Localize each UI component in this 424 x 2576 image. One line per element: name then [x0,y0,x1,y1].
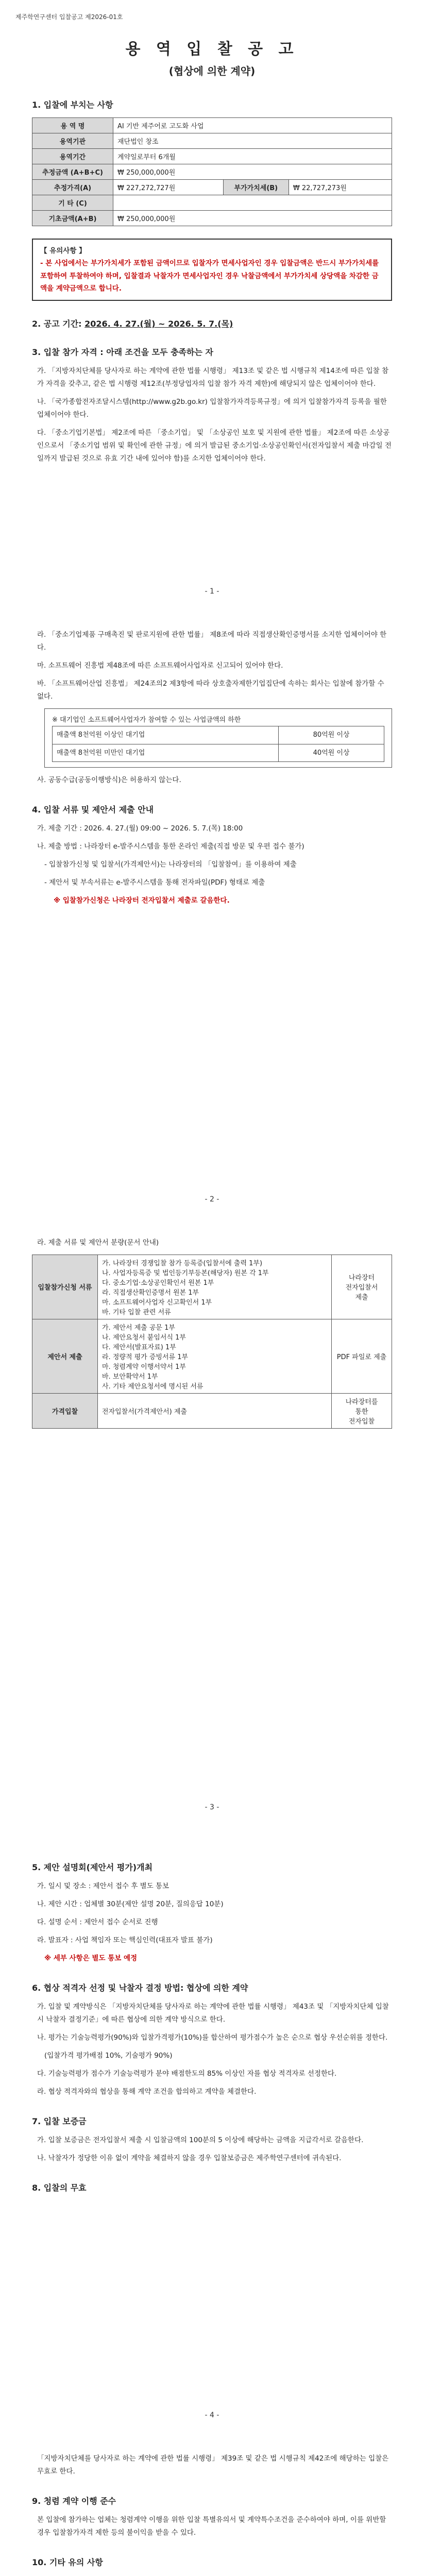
document-title: 용 역 입 찰 공 고 [125,40,299,58]
page-1 [0,0,424,608]
doc-category: 가격입찰 [32,1393,98,1428]
box-title: ※ 대기업인 소프트웨어사업자가 참여할 수 있는 사업금액의 하한 [52,716,241,724]
row-value: AI 기반 제주어로 고도화 사업 [113,118,392,133]
doc-form: 나라장터 전자입찰서 제출 [332,1255,392,1319]
award-item: 다. 기술능력평가 점수가 기술능력평가 분야 배점한도의 85% 이상인 자를 협상 적격자로 선정한다. [37,2069,337,2078]
page-number: - 2 - [205,1195,219,1204]
doc-items: 가. 나라장터 경쟁입찰 참가 등록증(입찰서에 출력 1부) 나. 사업자등록증 및 법인등기부등본(해당자) 원본 각 1부 다. 중소기업·소상공인확인서 원본 1부 라. 직접생산확인증명서 원본 1부 마. 소프트웨어사업자 신고확인서 1부 바. 기타 입찰 관련 서류 [98,1255,332,1319]
row-label: 추정가격(A) [32,180,113,195]
award-item: 나. 평가는 기술능력평가(90%)와 입찰가격평가(10%)를 합산하여 평가점수가 높은 순으로 협상 우선순위를 정한다. [37,2033,388,2042]
doc-items: 전자입찰서(가격제안서) 제출 [98,1393,332,1428]
section-2-heading: 2. 공고 기간: [32,319,82,329]
presentation-item: 나. 제안 시간 : 업체별 30분(제안 설명 20분, 질의응답 10분) [37,1900,224,1908]
deposit-item: 나. 낙찰자가 정당한 이유 없이 계약을 체결하지 않을 경우 입찰보증금은 제주학연구센터에 귀속된다. [37,2154,342,2162]
qualification-item: 라. 「중소기업제품 구매촉진 및 판로지원에 관한 법률」 제8조에 따라 직접생산확인증명서를 소지한 업체이어야 한다. [37,631,387,652]
presentation-note: ※ 세부 사항은 별도 통보 예정 [44,1954,138,1962]
presentation-item: 다. 설명 순서 : 제안서 접수 순서로 진행 [37,1918,158,1926]
row-label: 부가가치세(B) [223,180,289,195]
award-item: 가. 입찰 및 계약방식은 「지방자치단체를 당사자로 하는 계약에 관한 법률 시행령」 제43조 및 「지방자치단체 입찰시 낙찰자 결정기준」에 따른 협상에 의한 계약 방식으로 한다. [37,2002,389,2024]
doc-category: 입찰참가신청 서류 [32,1255,98,1319]
document-subtitle: (협상에 의한 계약) [168,65,256,77]
notice-number: 제주학연구센터 입찰공고 제2026-01호 [15,13,123,21]
caution-body: - 본 사업에서는 부가가치세가 포함된 금액이므로 입찰자가 면세사업자인 경우 입찰금액은 반드시 부가가치세를 포함하여 투찰하여야 하며, 입찰결과 낙찰자가 면세사업자인 경우 낙찰금액에서 부가가치세 상당액을 차감한 금액을 계약금액으로 합니다. [40,259,379,293]
integrity-item: 본 입찰에 참가하는 업체는 청렴계약 이행을 위한 입찰 특별유의서 및 계약특수조건을 준수하여야 하며, 이를 위반할 경우 입찰참가자격 제한 등의 불이익을 받을 수 있다. [37,2515,386,2537]
section-7-heading: 7. 입찰 보증금 [32,2116,87,2126]
page-5 [0,2432,424,2576]
deposit-item: 가. 입찰 보증금은 전자입찰서 제출 시 입찰금액의 100분의 5 이상에 해당하는 금액을 지급각서로 갈음한다. [37,2136,364,2144]
limit-cell: 매출액 8천억원 미만인 대기업 [53,744,279,761]
doc-category: 제안서 제출 [32,1319,98,1393]
qualification-item: 가. 「지방자치단체를 당사자로 하는 계약에 관한 법률 시행령」 제13조 및 같은 법 시행규칙 제14조에 따른 입찰 참가 자격을 갖추고, 같은 법 시행령 제12조(부정당업자의 입찰 참가 자격 제한)에 해당되지 않은 업체이어야 한다. [37,367,389,388]
row-label: 용역기관 [32,133,113,149]
award-formula: (입찰가격 평가배점 10%, 기술평가 90%) [44,2051,173,2060]
row-value: ₩ 227,272,727원 [113,180,224,195]
notice-period: 2026. 4. 27.(월) ~ 2026. 5. 7.(목) [84,319,233,329]
award-item: 라. 협상 적격자와의 협상을 통해 계약 조건을 합의하고 계약을 체결한다. [37,2087,257,2096]
page-3 [0,1216,424,1824]
section-3-heading: 3. 입찰 참가 자격 : 아래 조건을 모두 충족하는 자 [32,347,213,358]
doc-form: 나라장터를 통한 전자입찰 [332,1393,392,1428]
row-value [113,195,392,211]
page-2 [0,608,424,1216]
section-9-heading: 9. 청렴 계약 이행 준수 [32,2496,116,2506]
caution-box [32,239,392,301]
qualification-item: 다. 「중소기업기본법」 제2조에 따른 「중소기업」 및 「소상공인 보호 및 지원에 관한 법률」 제2조에 따른 소상공인으로서 「중소기업 범위 및 확인에 관한 규정」에 의거 발급된 중소기업·소상공인확인서(전자입찰서 제출 마감일 전일까지 발급된 것으로 유효 기간 내에 있어야 함)를 소지한 업체이어야 한다. [37,429,392,463]
section-8-heading: 8. 입찰의 무효 [32,2182,87,2193]
presentation-item: 가. 일시 및 장소 : 제안서 접수 후 별도 통보 [37,1882,169,1890]
limit-table [52,726,384,762]
row-label: 기 타 (C) [32,195,113,211]
limit-cell: 40억원 이상 [279,744,384,761]
bid-summary-table [32,117,392,226]
qualification-item: 바. 「소프트웨어산업 진흥법」 제24조의2 제3항에 따라 상호출자제한기업집단에 속하는 회사는 입찰에 참가할 수 없다. [37,679,384,701]
row-value: ₩ 22,727,273원 [289,180,392,195]
submission-item: 나. 제출 방법 : 나라장터 e-발주시스템을 통한 온라인 제출(직접 방문 및 우편 접수 불가) [37,842,304,851]
large-company-limit-box [44,708,392,768]
row-value: ₩ 250,000,000원 [113,164,392,180]
row-label: 추정금액 (A+B+C) [32,164,113,180]
invalid-bid-item: 「지방자치단체를 당사자로 하는 계약에 관한 법률 시행령」 제39조 및 같은 법 시행규칙 제42조에 해당하는 입찰은 무효로 한다. [37,2454,389,2476]
submission-item: 가. 제출 기간 : 2026. 4. 27.(월) 09:00 ~ 2026. 5. 7.(목) 18:00 [37,824,243,833]
page-number: - 4 - [205,2411,219,2419]
doc-items: 가. 제안서 제출 공문 1부 나. 제안요청서 붙임서식 1부 다. 제안서(발표자료) 1부 라. 정량적 평가 증빙서류 1부 마. 청렴계약 이행서약서 1부 바. 보안확약서 1부 사. 기타 제안요청서에 명시된 서류 [98,1319,332,1393]
qualification-item: 사. 공동수급(공동이행방식)은 허용하지 않는다. [37,776,181,785]
submission-note: ※ 입찰참가신청은 나라장터 전자입찰서 제출로 갈음한다. [54,896,230,905]
limit-cell: 매출액 8천억원 이상인 대기업 [53,726,279,744]
section-2 [32,317,392,329]
doc-form: PDF 파일로 제출 [332,1319,392,1393]
submission-docs-table [32,1255,392,1429]
row-value: 재단법인 창조 [113,133,392,149]
docs-heading: 라. 제출 서류 및 제안서 분량(문서 안내) [37,1239,159,1247]
section-1-heading: 1. 입찰에 부치는 사항 [32,100,113,110]
limit-cell: 80억원 이상 [279,726,384,744]
page-number: - 1 - [205,587,219,596]
section-10-heading: 10. 기타 유의 사항 [32,2557,103,2567]
row-label: 용 역 명 [32,118,113,133]
row-label: 기초금액(A+B) [32,211,113,226]
presentation-item: 라. 발표자 : 사업 책임자 또는 핵심인력(대표자 발표 불가) [37,1936,213,1944]
section-5-heading: 5. 제안 설명회(제안서 평가)개최 [32,1862,153,1872]
submission-item: - 제안서 및 부속서류는 e-발주시스템을 통해 전자파일(PDF) 형태로 제출 [44,878,265,887]
section-4-heading: 4. 입찰 서류 및 제안서 제출 안내 [32,804,154,815]
page-number: - 3 - [205,1803,219,1811]
qualification-item: 나. 「국가종합전자조달시스템(http://www.g2b.go.kr) 입찰참가자격등록규정」에 의거 입찰참가자격 등록을 필한 업체이어야 한다. [37,398,387,419]
row-value: 계약일로부터 6개월 [113,149,392,164]
row-label: 용역기간 [32,149,113,164]
row-value: ₩ 250,000,000원 [113,211,392,226]
submission-item: - 입찰참가신청 및 입찰서(가격제안서)는 나라장터의 「입찰참여」를 이용하여 제출 [44,860,297,869]
page-4 [0,1824,424,2432]
qualification-item: 마. 소프트웨어 진흥법 제48조에 따른 소프트웨어사업자로 신고되어 있어야 한다. [37,661,283,670]
section-6-heading: 6. 협상 적격자 선정 및 낙찰자 결정 방법: 협상에 의한 계약 [32,1982,248,1993]
caution-heading: 【 유의사항 】 [40,247,86,255]
